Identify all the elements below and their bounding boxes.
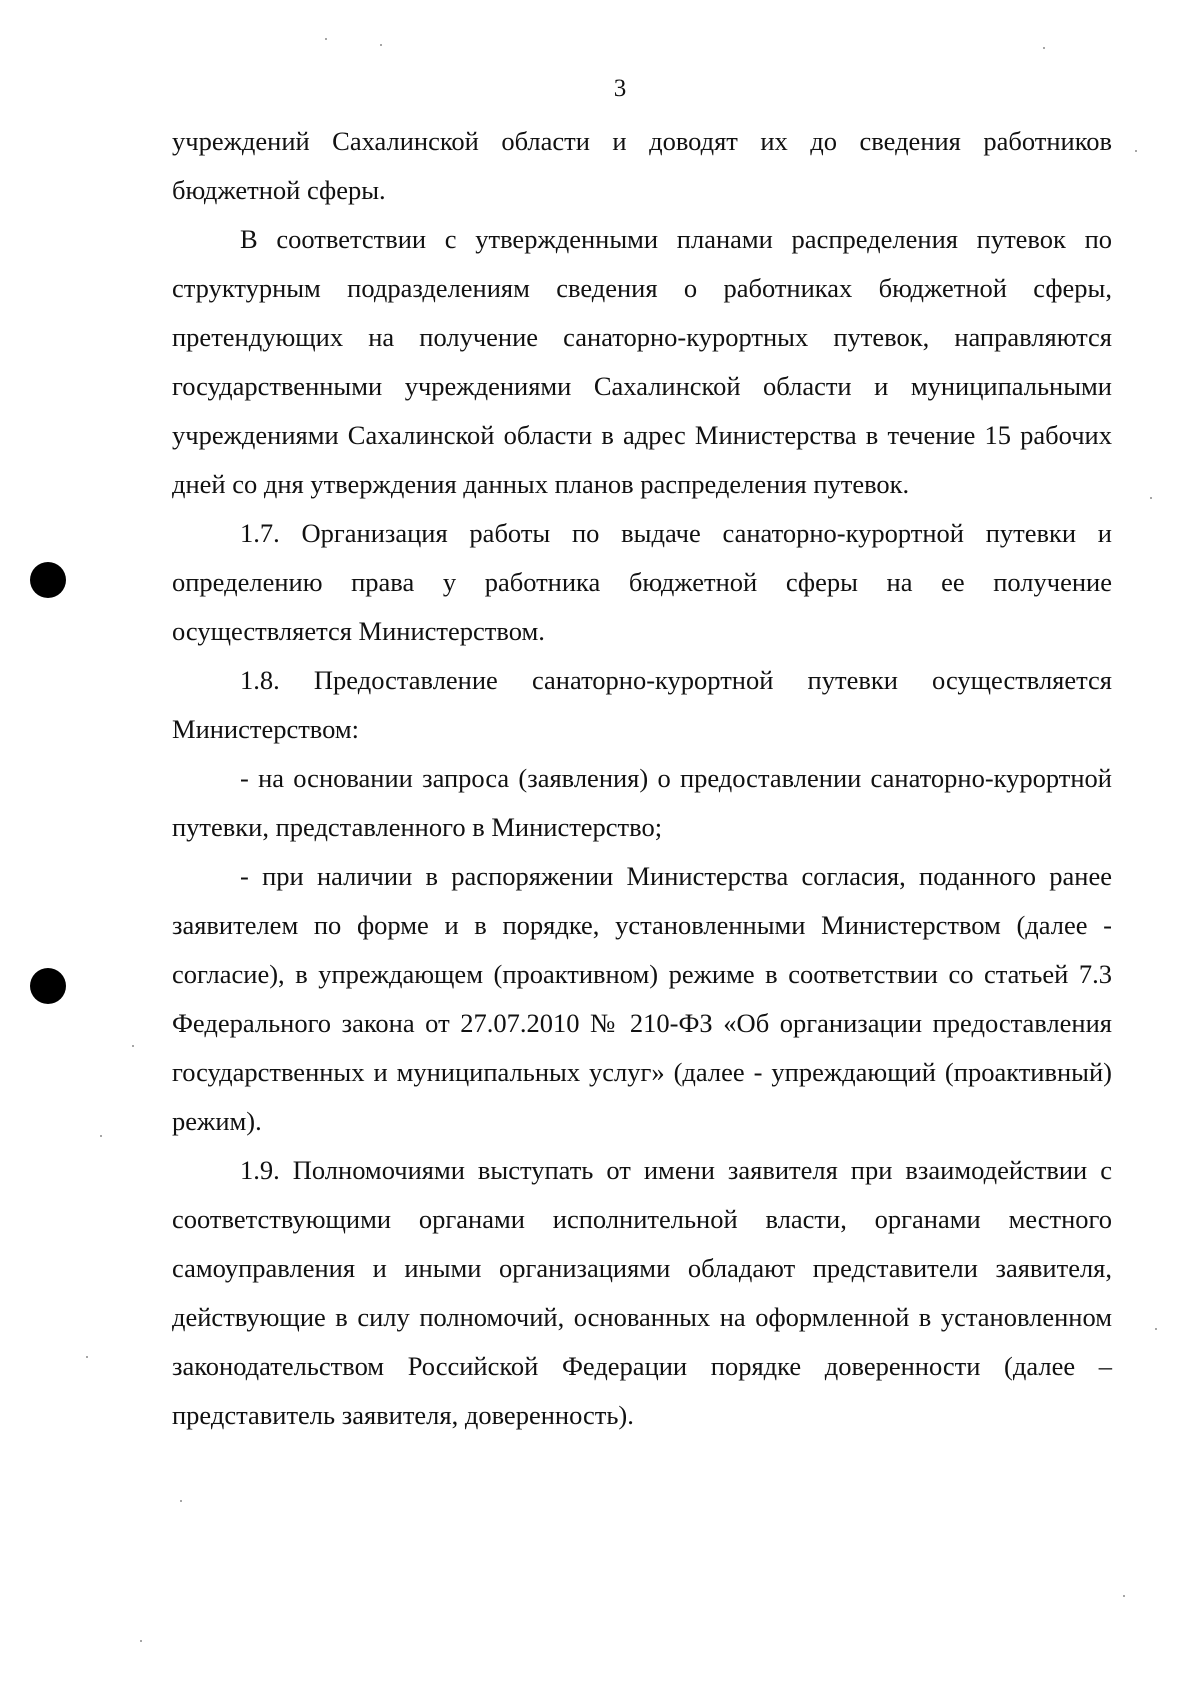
punch-hole-lower bbox=[30, 968, 66, 1004]
list-item-request: - на основании запроса (заявления) о предоставлении санаторно-курортной путевки, представленного в Министерство; bbox=[172, 763, 1112, 842]
paragraph-1-7: 1.7. Организация работы по выдаче санаторно-курортной путевки и определению права у работника бюджетной сферы на ее получение осуществляется Министерством. bbox=[172, 518, 1112, 646]
scan-speck bbox=[140, 1640, 142, 1642]
paragraph-continuation: учреждений Сахалинской области и доводят их до сведения работников бюджетной сферы. bbox=[172, 126, 1112, 205]
scan-speck bbox=[1043, 47, 1045, 49]
page-number: 3 bbox=[613, 75, 627, 102]
paragraph-1-9: 1.9. Полномочиями выступать от имени заявителя при взаимодействии с соответствующими органами исполнительной власти, органами местного самоуправления и иными организациями обладают представители заявителя, действующие в силу полномочий, основанных на оформленной в установленном законодательством Российской Федерации порядке доверенности (далее – представитель заявителя, доверенность). bbox=[172, 1155, 1112, 1430]
scan-speck bbox=[180, 1500, 182, 1502]
scan-speck bbox=[1155, 1328, 1157, 1330]
scan-speck bbox=[1135, 150, 1137, 152]
punch-hole-upper bbox=[30, 562, 66, 598]
scan-speck bbox=[1123, 1595, 1125, 1597]
scan-speck bbox=[100, 1135, 102, 1137]
paragraph-distribution-plans: В соответствии с утвержденными планами распределения путевок по структурным подразделениям сведения о работниках бюджетной сферы, претендующих на получение санаторно-курортных путевок, направляются государственными учреждениями Сахалинской области и муниципальными учреждениями Сахалинской области в адрес Министерства в течение 15 рабочих дней со дня утверждения данных планов распределения путевок. bbox=[172, 224, 1112, 499]
scan-speck bbox=[325, 38, 327, 40]
scan-speck bbox=[380, 44, 382, 46]
scan-speck bbox=[1150, 497, 1152, 499]
scan-speck bbox=[132, 1045, 134, 1047]
list-item-consent: - при наличии в распоряжении Министерства согласия, поданного ранее заявителем по форме и в порядке, установленными Министерством (далее - согласие), в упреждающем (проактивном) режиме в соответствии со статьей 7.3 Федерального закона от 27.07.2010 № 210-ФЗ «Об организации предоставления государственных и муниципальных услуг» (далее - упреждающий (проактивный) режим). bbox=[172, 861, 1112, 1136]
scan-speck bbox=[86, 1356, 88, 1358]
paragraph-1-8: 1.8. Предоставление санаторно-курортной путевки осуществляется Министерством: bbox=[172, 665, 1112, 744]
document-body bbox=[172, 117, 1112, 1440]
